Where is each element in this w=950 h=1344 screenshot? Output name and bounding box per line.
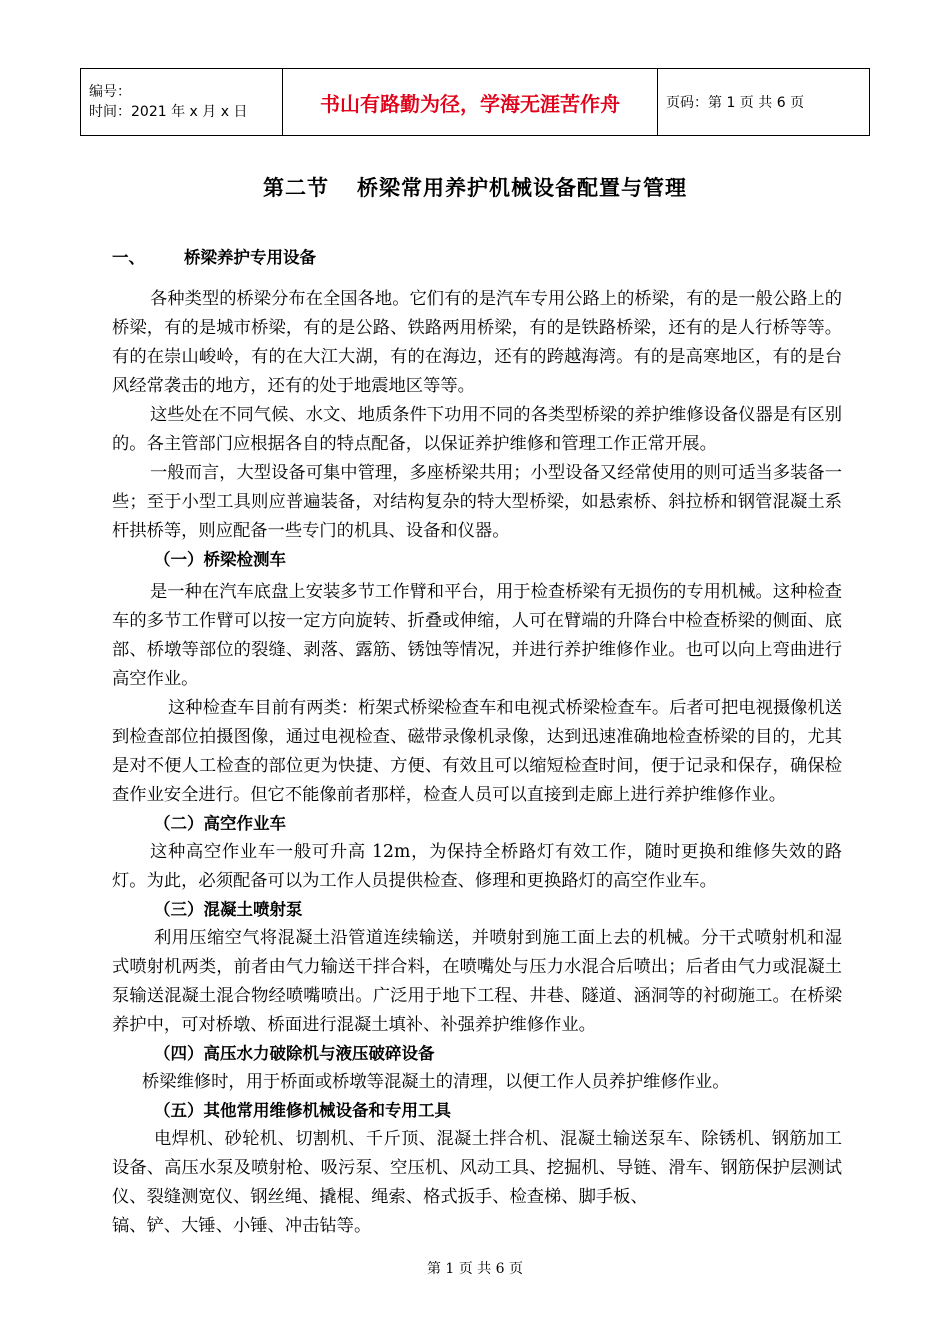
paragraph: 桥梁维修时，用于桥面或桥墩等混凝土的清理，以便工作人员养护维修作业。	[142, 1072, 730, 1092]
subsection-heading: （一）桥梁检测车	[154, 550, 286, 569]
subsection-heading: （三）混凝土喷射泵	[154, 900, 303, 919]
paragraph: 镐、铲、大锤、小锤、冲击钻等。	[112, 1216, 372, 1236]
subsection-heading: （二）高空作业车	[154, 814, 286, 833]
header-left-cell	[81, 69, 283, 136]
title-part1: 第二节	[263, 176, 329, 200]
header-page-info: 页码：第 1 页 共 6 页	[658, 69, 870, 136]
paragraph: 是一种在汽车底盘上安装多节工作臂和平台，用于检查桥梁有无损伤的专用机械。这种检查车的多节工作臂可以按一定方向旋转、折叠或伸缩，人可在臂端的升降台中检查桥梁的侧面、底部、桥墩等部位的裂缝、剥落、露筋、锈蚀等情况，并进行养护维修作业。也可以向上弯曲进行高空作业。	[112, 582, 842, 689]
title-part2: 桥梁常用养护机械设备配置与管理	[357, 176, 687, 200]
document-body	[112, 243, 842, 1241]
paragraph: 这些处在不同气候、水文、地质条件下功用不同的各类型桥梁的养护维修设备仪器是有区别的。各主管部门应根据各自的特点配备，以保证养护维修和管理工作正常开展。	[112, 405, 842, 454]
section-heading	[112, 243, 842, 273]
section-title: 桥梁养护专用设备	[184, 248, 316, 267]
header-table	[80, 68, 870, 136]
doc-number-label: 编号：	[89, 84, 131, 100]
paragraph: 一般而言，大型设备可集中管理，多座桥梁共用；小型设备又经常使用的则可适当多装备一些；至于小型工具则应普遍装备，对结构复杂的特大型桥梁，如悬索桥、斜拉桥和钢管混凝土系杆拱桥等，则应配备一些专门的机具、设备和仪器。	[112, 463, 842, 541]
paragraph: 利用压缩空气将混凝土沿管道连续输送，并喷射到施工面上去的机械。分干式喷射机和湿式喷射机两类，前者由气力输送干拌合料，在喷嘴处与压力水混合后喷出；后者由气力或混凝土泵输送混凝土混合物经喷嘴喷出。广泛用于地下工程、井巷、隧道、涵洞等的衬砌施工。在桥梁养护中，可对桥墩、桥面进行混凝土填补、补强养护维修作业。	[112, 928, 842, 1035]
page-title	[0, 172, 950, 202]
subsection-heading: （五）其他常用维修机械设备和专用工具	[154, 1101, 451, 1120]
paragraph: 这种高空作业车一般可升高 12m，为保持全桥路灯有效工作，随时更换和维修失效的路灯。为此，必须配备可以为工作人员提供检查、修理和更换路灯的高空作业车。	[112, 842, 842, 891]
subsection-heading: （四）高压水力破除机与液压破碎设备	[154, 1044, 435, 1063]
paragraph: 电焊机、砂轮机、切割机、千斤顶、混凝土拌合机、混凝土输送泵车、除锈机、钢筋加工设备、高压水泵及喷射枪、吸污泵、空压机、风动工具、挖掘机、导链、滑车、钢筋保护层测试仪、裂缝测宽仪、钢丝绳、撬棍、绳索、格式扳手、检查梯、脚手板、	[112, 1129, 842, 1207]
doc-date: 时间：2021 年 x 月 x 日	[89, 104, 248, 120]
paragraph: 这种检查车目前有两类：桁架式桥梁检查车和电视式桥梁检查车。后者可把电视摄像机送到检查部位拍摄图像，通过电视检查、磁带录像机录像，达到迅速准确地检查桥梁的目的，尤其是对不便人工检查的部位更为快捷、方便、有效且可以缩短检查时间，便于记录和保存，确保检查作业安全进行。但它不能像前者那样，检查人员可以直接到走廊上进行养护维修作业。	[112, 698, 842, 805]
header-motto: 书山有路勤为径，学海无涯苦作舟	[283, 69, 658, 136]
paragraph: 各种类型的桥梁分布在全国各地。它们有的是汽车专用公路上的桥梁，有的是一般公路上的桥梁，有的是城市桥梁，有的是公路、铁路两用桥梁，有的是铁路桥梁，还有的是人行桥等等。有的在崇山峻岭，有的在大江大湖，有的在海边，还有的跨越海湾。有的是高寒地区，有的是台风经常袭击的地方，还有的处于地震地区等等。	[112, 289, 842, 396]
section-number: 一、	[112, 248, 145, 267]
page-footer: 第 1 页 共 6 页	[426, 1261, 524, 1277]
